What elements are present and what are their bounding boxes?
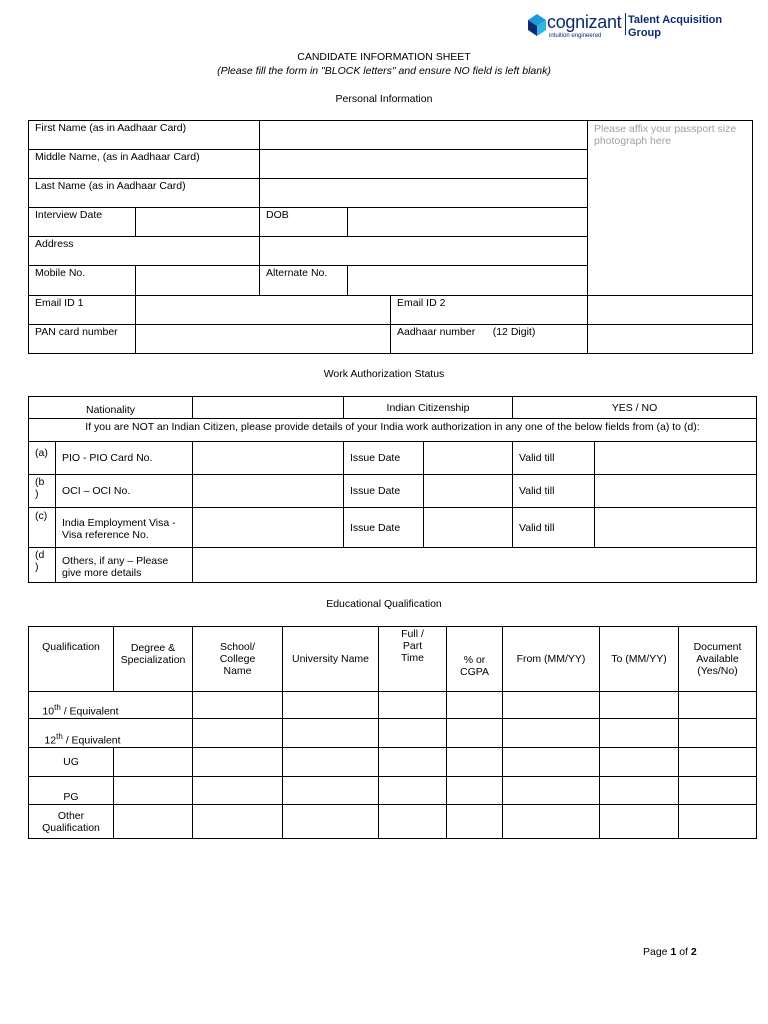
non-citizen-instruction: If you are NOT an Indian Citizen, please provide details of your India work authorization in any one of the below fields from (a) to (d): xyxy=(28,418,757,442)
first-name-field[interactable] xyxy=(259,120,588,150)
middle-name-field[interactable] xyxy=(259,149,588,179)
edu-cell[interactable] xyxy=(378,747,447,777)
edu-cell[interactable] xyxy=(282,804,379,839)
oci-valid-label: Valid till xyxy=(512,474,595,508)
edu-cell[interactable] xyxy=(192,747,283,777)
email1-label: Email ID 1 xyxy=(28,295,136,325)
visa-issue-field[interactable] xyxy=(423,507,513,548)
oci-issue-field[interactable] xyxy=(423,474,513,508)
edu-cell[interactable] xyxy=(378,691,447,719)
dob-field[interactable] xyxy=(347,207,588,237)
mobile-label: Mobile No. xyxy=(28,265,136,296)
edu-cell[interactable] xyxy=(502,804,600,839)
col-university: University Name xyxy=(282,626,379,692)
brand-name: cognizant xyxy=(547,12,622,32)
row-key-b: (b ) xyxy=(28,474,56,508)
col-document: Document Available (Yes/No) xyxy=(678,626,757,692)
edu-cell[interactable] xyxy=(446,804,503,839)
citizenship-label: Indian Citizenship xyxy=(343,396,513,419)
pan-field[interactable] xyxy=(135,324,391,354)
edu-cell[interactable] xyxy=(282,691,379,719)
edu-cell[interactable] xyxy=(282,747,379,777)
edu-cell[interactable] xyxy=(678,691,757,719)
visa-valid-label: Valid till xyxy=(512,507,595,548)
address-field[interactable] xyxy=(259,236,588,266)
edu-cell[interactable] xyxy=(599,804,679,839)
others-label: Others, if any – Please give more details xyxy=(55,547,193,583)
edu-cell[interactable] xyxy=(446,776,503,805)
edu-row-10th: 10th / Equivalent xyxy=(28,691,193,719)
logo-divider xyxy=(625,13,626,35)
oci-issue-label: Issue Date xyxy=(343,474,424,508)
pg-degree-field[interactable] xyxy=(113,776,193,805)
edu-cell[interactable] xyxy=(192,691,283,719)
page-number: Page 1 of 2 xyxy=(643,946,697,958)
edu-cell[interactable] xyxy=(446,747,503,777)
dob-label: DOB xyxy=(259,207,348,237)
brand-tagline: intuition engineered xyxy=(549,33,602,39)
edu-cell[interactable] xyxy=(192,776,283,805)
edu-cell[interactable] xyxy=(282,718,379,748)
edu-row-ug: UG xyxy=(28,747,114,777)
edu-cell[interactable] xyxy=(599,747,679,777)
nationality-field[interactable] xyxy=(192,396,344,419)
col-qualification: Qualification xyxy=(28,626,114,692)
form-subtitle: (Please fill the form in "BLOCK letters" and ensure NO field is left blank) xyxy=(217,65,551,77)
form-title: CANDIDATE INFORMATION SHEET xyxy=(297,51,471,63)
pio-valid-field[interactable] xyxy=(594,441,757,475)
edu-cell[interactable] xyxy=(678,776,757,805)
mobile-field[interactable] xyxy=(135,265,260,296)
pio-label: PIO - PIO Card No. xyxy=(55,441,193,475)
last-name-label: Last Name (as in Aadhaar Card) xyxy=(28,178,260,208)
work-heading: Work Authorization Status xyxy=(323,368,445,380)
edu-row-12th: 12th / Equivalent xyxy=(28,718,193,748)
edu-cell[interactable] xyxy=(678,747,757,777)
others-field[interactable] xyxy=(192,547,757,583)
ug-degree-field[interactable] xyxy=(113,747,193,777)
oci-field[interactable] xyxy=(192,474,344,508)
citizenship-yes-no[interactable]: YES / NO xyxy=(512,396,757,419)
edu-cell[interactable] xyxy=(599,776,679,805)
row-key-d: (d ) xyxy=(28,547,56,583)
oci-label: OCI – OCI No. xyxy=(55,474,193,508)
pan-label: PAN card number xyxy=(28,324,136,354)
col-to: To (MM/YY) xyxy=(599,626,679,692)
pio-valid-label: Valid till xyxy=(512,441,595,475)
edu-cell[interactable] xyxy=(678,804,757,839)
edu-cell[interactable] xyxy=(282,776,379,805)
interview-date-field[interactable] xyxy=(135,207,260,237)
edu-cell[interactable] xyxy=(192,718,283,748)
middle-name-label: Middle Name, (as in Aadhaar Card) xyxy=(28,149,260,179)
address-label: Address xyxy=(28,236,260,266)
col-school: School/ College Name xyxy=(192,626,283,692)
aadhaar-field[interactable] xyxy=(587,324,753,354)
edu-row-other: Other Qualification xyxy=(28,804,114,839)
edu-cell[interactable] xyxy=(378,804,447,839)
edu-cell[interactable] xyxy=(502,718,600,748)
edu-row-pg: PG xyxy=(28,776,114,805)
photo-box[interactable]: Please affix your passport size photograph here xyxy=(587,120,753,296)
alternate-label: Alternate No. xyxy=(259,265,348,296)
visa-field[interactable] xyxy=(192,507,344,548)
other-degree-field[interactable] xyxy=(113,804,193,839)
col-degree: Degree & Specialization xyxy=(113,626,193,692)
row-key-c: (c) xyxy=(28,507,56,548)
last-name-field[interactable] xyxy=(259,178,588,208)
col-from: From (MM/YY) xyxy=(502,626,600,692)
email2-field[interactable] xyxy=(587,295,753,325)
pio-field[interactable] xyxy=(192,441,344,475)
education-heading: Educational Qualification xyxy=(326,598,442,610)
edu-cell[interactable] xyxy=(446,691,503,719)
edu-cell[interactable] xyxy=(502,747,600,777)
visa-label: India Employment Visa - Visa reference No. xyxy=(55,507,193,548)
edu-cell[interactable] xyxy=(192,804,283,839)
visa-issue-label: Issue Date xyxy=(343,507,424,548)
oci-valid-field[interactable] xyxy=(594,474,757,508)
email2-label: Email ID 2 xyxy=(390,295,588,325)
pio-issue-field[interactable] xyxy=(423,441,513,475)
edu-cell[interactable] xyxy=(378,776,447,805)
edu-cell[interactable] xyxy=(678,718,757,748)
col-percent: % or CGPA xyxy=(446,626,503,692)
first-name-label: First Name (as in Aadhaar Card) xyxy=(28,120,260,150)
group-name: Talent Acquisition Group xyxy=(628,14,723,39)
edu-cell[interactable] xyxy=(599,691,679,719)
interview-date-label: Interview Date xyxy=(28,207,136,237)
pio-issue-label: Issue Date xyxy=(343,441,424,475)
edu-cell[interactable] xyxy=(446,718,503,748)
col-full-part: Full / Part Time xyxy=(378,626,447,692)
edu-cell[interactable] xyxy=(378,718,447,748)
cognizant-logo-icon xyxy=(526,12,548,38)
aadhaar-label: Aadhaar number (12 Digit) xyxy=(390,324,588,354)
visa-valid-field[interactable] xyxy=(594,507,757,548)
edu-cell[interactable] xyxy=(502,691,600,719)
edu-cell[interactable] xyxy=(502,776,600,805)
nationality-label: Nationality xyxy=(28,396,193,419)
email1-field[interactable] xyxy=(135,295,391,325)
personal-heading: Personal Information xyxy=(335,93,433,105)
row-key-a: (a) xyxy=(28,441,56,475)
alternate-field[interactable] xyxy=(347,265,588,296)
edu-cell[interactable] xyxy=(599,718,679,748)
